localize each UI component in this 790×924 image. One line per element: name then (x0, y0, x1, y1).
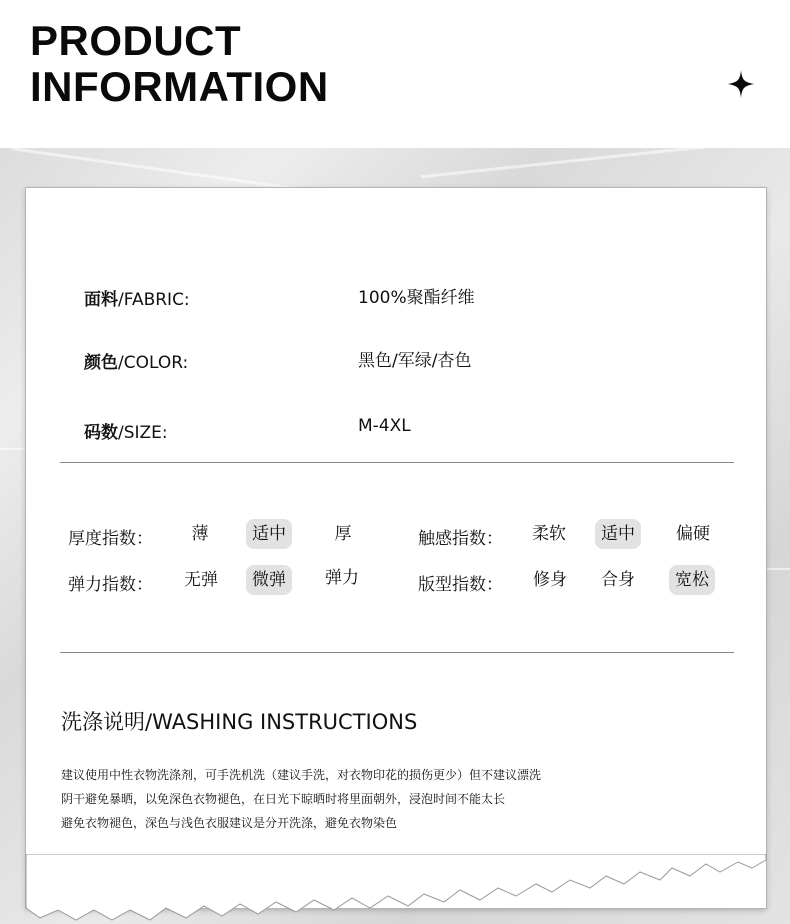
thickness-option-medium-selected: 适中 (246, 519, 292, 549)
elasticity-option-none: 无弹 (184, 570, 218, 590)
color-value: 黑色/军绿/杏色 (358, 351, 472, 371)
thickness-option-thin: 薄 (191, 524, 209, 544)
page-title (30, 18, 329, 110)
touch-option-stiff: 偏硬 (676, 524, 710, 544)
header (0, 0, 790, 148)
fabric-label-en: /FABRIC: (118, 290, 190, 310)
torn-paper-edge (0, 854, 790, 924)
washing-line-2: 阴干避免暴晒，以免深色衣物褪色，在日光下晾晒时将里面朝外，浸泡时间不能太长 (61, 792, 506, 806)
title-line-2: INFORMATION (30, 63, 329, 110)
color-label-en: /COLOR: (118, 353, 189, 373)
sparkle-icon (728, 70, 754, 98)
fabric-value: 100%聚酯纤维 (358, 288, 475, 308)
divider (60, 462, 734, 463)
thickness-index-label: 厚度指数： (68, 529, 153, 549)
size-value: M-4XL (358, 416, 411, 436)
title-line-1: PRODUCT (30, 17, 242, 64)
touch-option-soft: 柔软 (532, 524, 566, 544)
elasticity-option-slight-selected: 微弹 (246, 565, 292, 595)
fit-index-label: 版型指数： (418, 575, 503, 595)
size-label-en: /SIZE: (118, 423, 168, 443)
divider (60, 652, 734, 653)
fit-option-loose-selected: 宽松 (669, 565, 715, 595)
touch-index-label: 触感指数： (418, 529, 503, 549)
thickness-option-thick: 厚 (334, 524, 352, 544)
touch-option-medium-selected: 适中 (595, 519, 641, 549)
washing-title: 洗涤说明/WASHING INSTRUCTIONS (61, 710, 418, 734)
washing-line-1: 建议使用中性衣物洗涤剂，可手洗机洗（建议手洗，对衣物印花的损伤更少）但不建议漂洗 (61, 768, 542, 782)
size-label-cn: 码数 (84, 423, 118, 443)
elasticity-index-label: 弹力指数： (68, 575, 153, 595)
washing-line-3: 避免衣物褪色，深色与浅色衣服建议是分开洗涤，避免衣物染色 (61, 816, 398, 830)
fabric-label-cn: 面料 (84, 290, 118, 310)
color-label-cn: 颜色 (84, 353, 118, 373)
elasticity-option-stretch: 弹力 (325, 568, 359, 588)
fit-option-slim: 修身 (533, 570, 567, 590)
fit-option-regular: 合身 (601, 570, 635, 590)
